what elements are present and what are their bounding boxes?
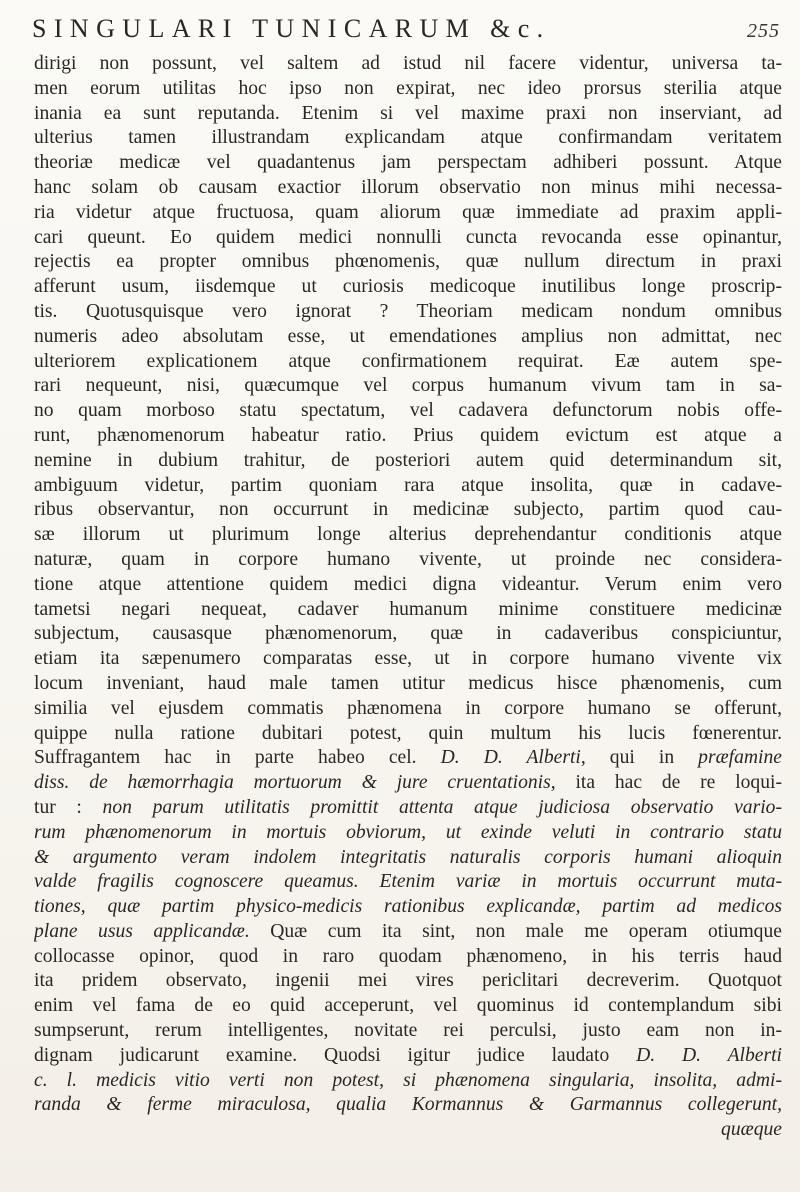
text-line xyxy=(34,895,782,920)
text-run: naturæ, quam in corpore humano vivente, ut proinde nec considera- xyxy=(34,548,782,570)
text-run: , ita hac de re loqui- xyxy=(550,772,782,794)
text-line xyxy=(34,399,782,424)
text-line xyxy=(34,151,782,176)
italic-text-run: diss. de hæmorrhagia mortuorum & jure cruentationis xyxy=(34,772,551,794)
text-line xyxy=(34,325,782,350)
text-line xyxy=(34,474,782,499)
text-line xyxy=(34,573,782,598)
text-line xyxy=(34,1019,782,1044)
text-line xyxy=(34,622,782,647)
text-line xyxy=(34,771,782,796)
text-run: afferunt usum, iisdemque ut curiosis medicoque inutilibus longe proscrip- xyxy=(34,276,782,298)
body-text xyxy=(34,52,782,1143)
text-line xyxy=(34,746,782,771)
italic-text-run: D. D. Alberti xyxy=(636,1044,782,1066)
running-title: SINGULARI TUNICARUM &c. xyxy=(32,14,551,43)
text-run: men eorum utilitas hoc ipso non expirat, nec ideo prorsus sterilia atque xyxy=(34,77,782,99)
text-run: subjectum, causasque phænomenorum, quæ in cadaveribus conspiciuntur, xyxy=(34,623,782,645)
italic-text-run: rum phænomenorum in mortuis obviorum, ut exinde veluti in contrario statu xyxy=(34,821,782,843)
text-run: rejectis ea propter omnibus phœnomenis, quæ nullum directum in praxi xyxy=(34,251,782,273)
text-run: collocasse opinor, quod in raro quodam phænomeno, in his terris haud xyxy=(34,945,782,967)
italic-text-run: randa & ferme miraculosa, qualia Kormannus & Garmannus collegerunt, xyxy=(34,1094,782,1116)
text-line xyxy=(34,1069,782,1094)
text-line xyxy=(34,1044,782,1069)
text-run: etiam ita sæpenumero comparatas esse, ut in corpore humano vivente vix xyxy=(34,648,782,670)
text-line xyxy=(34,275,782,300)
text-run: rari nequeunt, nisi, quæcumque vel corpus humanum vivum tam in sa- xyxy=(34,375,782,397)
text-line xyxy=(34,920,782,945)
italic-text-run: quæque xyxy=(721,1119,782,1141)
text-run: runt, phænomenorum habeatur ratio. Prius quidem evictum est atque a xyxy=(34,424,782,446)
italic-text-run: tiones, quæ partim physico-medicis rationibus explicandæ, partim ad medicos xyxy=(34,896,782,918)
text-line xyxy=(34,945,782,970)
text-line xyxy=(34,374,782,399)
text-run: ulteriorem explicationem atque confirmationem requirat. Eæ autem spe- xyxy=(34,350,782,372)
text-run: sumpserunt, rerum intelligentes, novitate rei perculsi, justo eam non in- xyxy=(34,1020,782,1042)
text-run: ribus observantur, non occurrunt in medicinæ subjecto, partim quod cau- xyxy=(34,499,782,521)
text-line xyxy=(34,250,782,275)
text-line xyxy=(34,697,782,722)
text-run: similia vel ejusdem commatis phænomena in corpore humano se offerunt, xyxy=(34,697,782,719)
italic-text-run: præfamine xyxy=(698,747,782,769)
text-run: Quæ cum ita sint, non male me operam otiumque xyxy=(249,920,782,942)
text-line xyxy=(34,598,782,623)
text-run: locum inveniant, haud male tamen utitur medicus hisce phænomenis, cum xyxy=(34,672,782,694)
text-line xyxy=(34,449,782,474)
text-run: theoriæ medicæ vel quadantenus jam perspectam adhiberi possunt. Atque xyxy=(34,152,782,174)
text-run: tur : xyxy=(34,796,103,818)
text-run: ita pridem observato, ingenii mei vires periclitari decreverim. Quotquot xyxy=(34,970,782,992)
text-line xyxy=(34,126,782,151)
text-run: Suffragantem hac in parte habeo cel. xyxy=(34,747,441,769)
text-line xyxy=(34,994,782,1019)
text-run: no quam morboso statu spectatum, vel cadavera defunctorum nobis offe- xyxy=(34,400,782,422)
page-number: 255 xyxy=(747,20,780,42)
text-run: quippe nulla ratione dubitari potest, quin multum his lucis fœnerentur. xyxy=(34,722,782,744)
text-line xyxy=(34,77,782,102)
text-line xyxy=(34,52,782,77)
text-line xyxy=(34,424,782,449)
text-run: ria videtur atque fructuosa, quam aliorum quæ immediate ad praxim appli- xyxy=(34,201,782,223)
text-run: , qui in xyxy=(580,747,699,769)
text-line xyxy=(34,969,782,994)
text-line xyxy=(34,102,782,127)
text-line xyxy=(34,821,782,846)
text-run: nemine in dubium trahitur, de posteriori autem quid determinandum sit, xyxy=(34,449,782,471)
text-line xyxy=(34,1093,782,1118)
italic-text-run: plane usus applicandæ. xyxy=(34,920,250,942)
text-line xyxy=(34,226,782,251)
text-run: ulterius tamen illustrandam explicandam atque confirmandam veritatem xyxy=(34,127,782,149)
italic-text-run: non parum utilitatis promittit attenta atque judiciosa observatio vario- xyxy=(102,796,782,818)
text-run: enim vel fama de eo quid acceperunt, vel quominus id contemplandum sibi xyxy=(34,995,782,1017)
text-line xyxy=(34,796,782,821)
text-line xyxy=(34,846,782,871)
text-run: tione atque attentione quidem medici digna videantur. Verum enim vero xyxy=(34,573,782,595)
text-run: sæ illorum ut plurimum longe alterius deprehendantur conditionis atque xyxy=(34,524,782,546)
text-run: dirigi non possunt, vel saltem ad istud nil facere videntur, universa ta- xyxy=(34,53,782,74)
text-run: hanc solam ob causam exactior illorum observatio non minus mihi necessa- xyxy=(34,176,782,198)
text-line xyxy=(34,523,782,548)
text-line xyxy=(34,672,782,697)
text-run: ambiguum videtur, partim quoniam rara atque insolita, quæ in cadave- xyxy=(34,474,782,496)
text-run: dignam judicarunt examine. Quodsi igitur judice laudato xyxy=(34,1044,637,1066)
text-line xyxy=(34,498,782,523)
running-head xyxy=(0,14,800,48)
text-run: cari queunt. Eo quidem medici nonnulli cuncta revocanda esse opinantur, xyxy=(34,226,782,248)
text-line xyxy=(34,1118,782,1143)
italic-text-run: & argumento veram indolem integritatis naturalis corporis humani alioquin xyxy=(34,846,782,868)
italic-text-run: D. D. Alberti xyxy=(440,747,581,769)
italic-text-run: c. l. medicis vitio verti non potest, si phænomena singularia, insolita, admi- xyxy=(34,1069,782,1091)
text-line xyxy=(34,870,782,895)
text-run: tametsi negari nequeat, cadaver humanum minime constituere medicinæ xyxy=(34,598,782,620)
italic-text-run: valde fragilis cognoscere queamus. Etenim variæ in mortuis occurrunt muta- xyxy=(34,871,782,893)
text-line xyxy=(34,350,782,375)
text-run: tis. Quotusquisque vero ignorat ? Theoriam medicam nondum omnibus xyxy=(34,300,782,322)
text-line xyxy=(34,300,782,325)
text-run: numeris adeo absolutam esse, ut emendationes amplius non admittat, nec xyxy=(34,325,782,347)
text-run: inania ea sunt reputanda. Etenim si vel maxime praxi non inserviant, ad xyxy=(34,102,782,124)
text-line xyxy=(34,647,782,672)
text-line xyxy=(34,548,782,573)
text-line xyxy=(34,201,782,226)
text-line xyxy=(34,722,782,747)
text-line xyxy=(34,176,782,201)
